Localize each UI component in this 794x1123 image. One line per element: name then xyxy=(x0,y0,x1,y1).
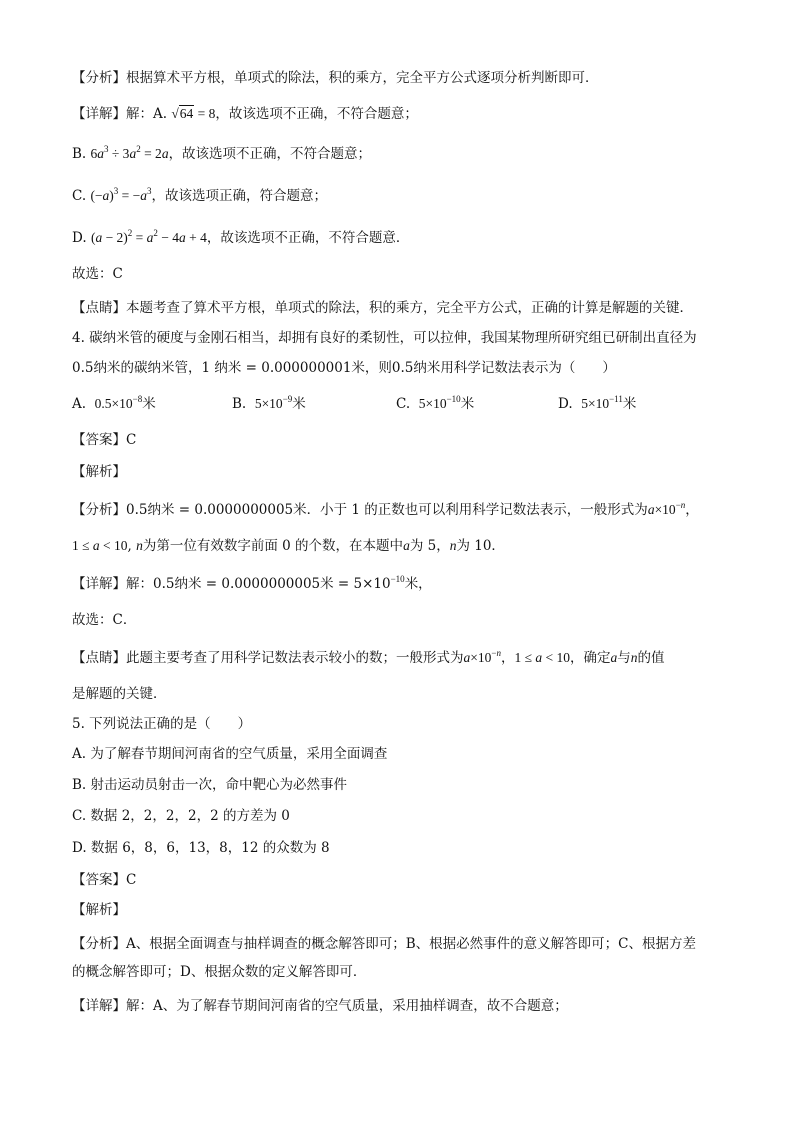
q3-detail-a xyxy=(72,104,418,124)
q5-option-c: C. 数据 2，2，2，2，2 的方差为 0 xyxy=(72,808,290,824)
q3-detail-prefix: 【详解】解：A. xyxy=(72,106,172,122)
q3-b-label: B. xyxy=(72,146,91,162)
q5-option-d: D. 数据 6，8，6，13，8，12 的众数为 8 xyxy=(72,840,330,856)
q3-b-tail: ，故该选项不正确，不符合题意； xyxy=(168,146,372,162)
q3-detail-d xyxy=(72,228,409,248)
q5-analysis-1: 【分析】A、根据全面调查与抽样调查的概念解答即可；B、根据必然事件的意义解答即可；C、根据方差 xyxy=(72,936,696,952)
q4-option-a: A. $0.5\times 10^{-8}$米 xyxy=(72,394,156,412)
q4-detail: 【详解】解：0.5纳米 = 0.0000000005米 = $5\times 10^{-10}$米， xyxy=(72,574,432,592)
q4-comment-1: 【点睛】此题主要考查了用科学记数法表示较小的数；一般形式为$a\times 10^{-n}$，1 ≤ a < 10，确定a与n的值 xyxy=(72,648,665,666)
q5-answer: 【答案】C xyxy=(72,872,137,888)
q4-stem-2: 0.5纳米的碳纳米管，1 纳米 = 0.000000001米，则0.5纳米用科学记数法表示为（ ） xyxy=(72,360,616,376)
q5-analysis-2: 的概念解答即可；D、根据众数的定义解答即可． xyxy=(72,964,367,980)
q4-comment-2: 是解题的关键． xyxy=(72,686,167,702)
q3-d-label: D. xyxy=(72,230,91,246)
q3-choose: 故选：C xyxy=(72,266,123,282)
q3-c-label: C. xyxy=(72,188,91,204)
q3-detail-c xyxy=(72,186,327,206)
q3-d-tail: ，故该选项不正确，不符合题意． xyxy=(206,230,410,246)
q5-stem: 5. 下列说法正确的是（ ） xyxy=(72,716,252,732)
q4-analysis-2: 1 ≤ a < 10, n为第一位有效数字前面 0 的个数，在本题中a为 5，n为 10． xyxy=(72,538,505,554)
q4-analysis-1: 【分析】0.5纳米 = 0.0000000005米．小于 1 的正数也可以利用科学记数法表示，一般形式为$a\times 10^{-n}$， xyxy=(72,500,699,518)
q5-detail: 【详解】解：A、为了解春节期间河南省的空气质量，采用抽样调查，故不合题意； xyxy=(72,998,568,1014)
q3-detail-b xyxy=(72,144,371,164)
q5-jiexi: 【解析】 xyxy=(72,902,126,918)
q3-a-eq: = 8 xyxy=(194,106,216,121)
q3-c-tail: ，故该选项正确，符合题意； xyxy=(151,188,328,204)
q3-analysis: 【分析】根据算术平方根，单项式的除法，积的乘方，完全平方公式逐项分析判断即可． xyxy=(72,70,599,86)
q3-comment: 【点睛】本题考查了算术平方根，单项式的除法，积的乘方，完全平方公式，正确的计算是解题的关键． xyxy=(72,300,693,316)
q4-option-c: C. $5\times 10^{-10}$米 xyxy=(396,394,475,412)
q4-option-b: B. $5\times 10^{-9}$米 xyxy=(232,394,306,412)
q4-jiexi: 【解析】 xyxy=(72,464,126,480)
q5-option-b: B. 射击运动员射击一次，命中靶心为必然事件 xyxy=(72,777,348,793)
q3-b-formula: $6a^3 \div 3a^2 = 2a$ xyxy=(90,144,169,161)
q3-d-formula: $(a - 2)^2 = a^2 - 4a + 4$ xyxy=(90,228,207,245)
q4-answer: 【答案】C xyxy=(72,432,137,448)
q3-c-formula: $(-a)^3 = -a^3$ xyxy=(90,186,152,203)
q5-option-a: A. 为了解春节期间河南省的空气质量，采用全面调查 xyxy=(72,746,388,762)
q4-option-d: D. $5\times 10^{-11}$米 xyxy=(558,394,637,412)
sqrt-64: √64 xyxy=(171,106,194,121)
q4-stem-1: 4. 碳纳米管的硬度与金刚石相当，却拥有良好的柔韧性，可以拉伸，我国某物理所研究组已研制出直径为 xyxy=(72,330,697,346)
q3-a-tail: ，故该选项不正确，不符合题意； xyxy=(215,106,418,122)
q4-choose: 故选：C． xyxy=(72,612,137,628)
